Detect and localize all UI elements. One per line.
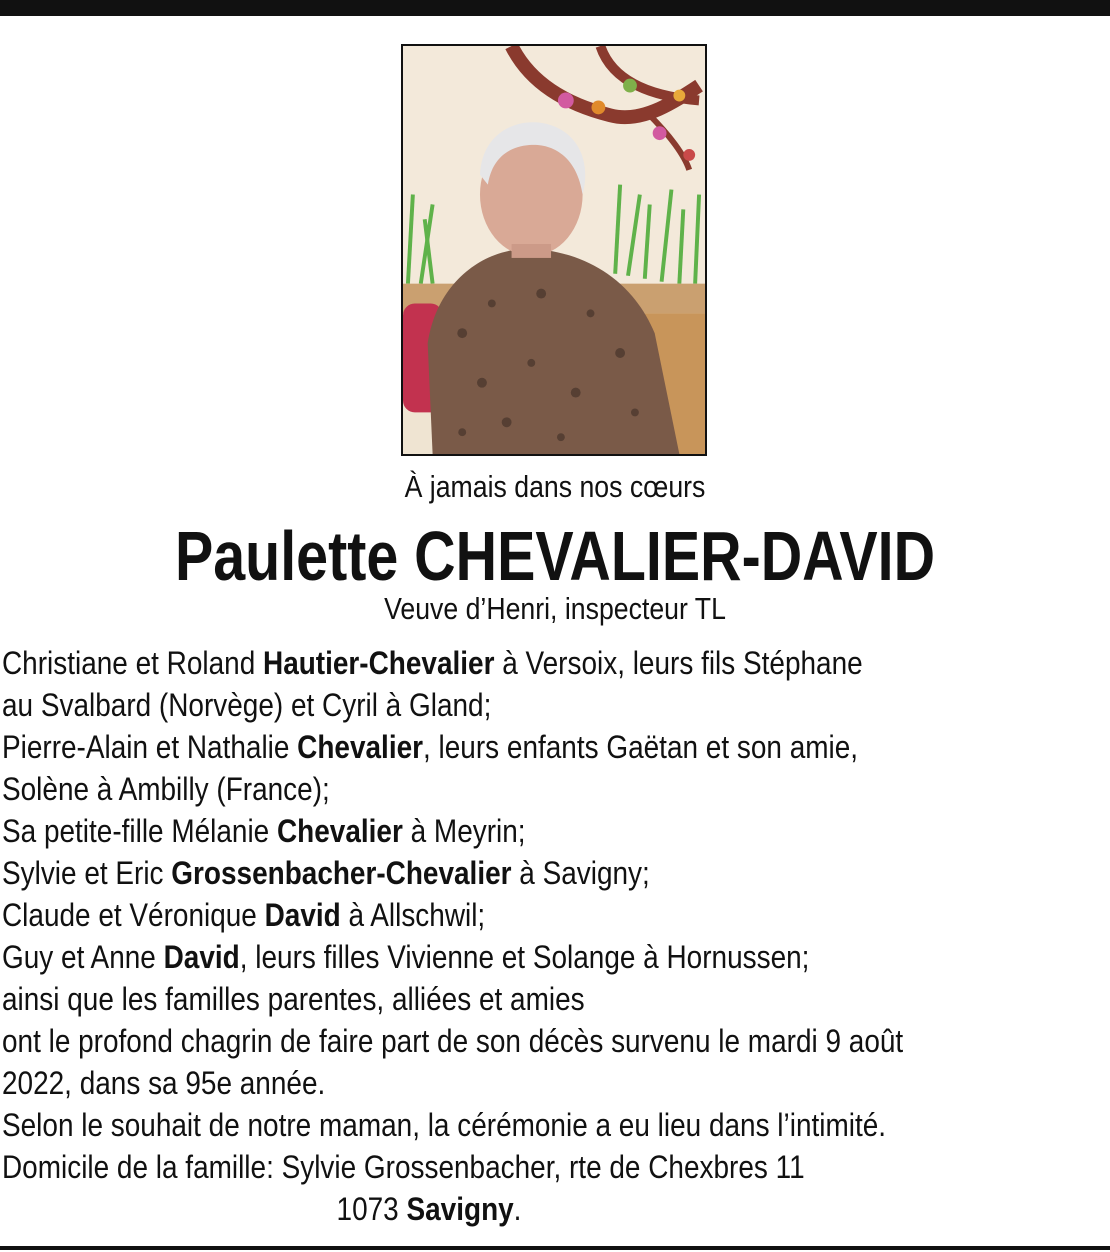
text-line: Pierre-Alain et Nathalie Chevalier, leurs enfants Gaëtan et son amie, [2,729,859,765]
tagline: À jamais dans nos cœurs [404,469,706,504]
text-line: 2022, dans sa 95e année. [2,1065,326,1101]
top-rule [0,0,1110,16]
address-line: 1073 Savigny. [336,1191,522,1227]
text-line: Solène à Ambilly (France); [2,771,330,807]
text-line: Guy et Anne David, leurs filles Vivienne et Solange à Hornussen; [2,939,810,975]
text-line: Domicile de la famille: Sylvie Grossenbacher, rte de Chexbres 11 [2,1149,805,1185]
announcement-text [2,642,1110,1230]
text-line: au Svalbard (Norvège) et Cyril à Gland; [2,687,492,723]
text-line: Sylvie et Eric Grossenbacher-Chevalier à Savigny; [2,855,650,891]
portrait-image [403,46,705,454]
text-line: ainsi que les familles parentes, alliées et amies [2,981,585,1017]
portrait-photo [401,44,707,456]
text-line: Christiane et Roland Hautier-Chevalier à Versoix, leurs fils Stéphane [2,645,863,681]
subtitle: Veuve d’Henri, inspecteur TL [384,591,726,626]
text-line: Claude et Véronique David à Allschwil; [2,897,486,933]
bottom-rule [0,1246,1110,1250]
deceased-name: Paulette CHEVALIER-DAVID [174,517,936,595]
text-line: Sa petite-fille Mélanie Chevalier à Meyrin; [2,813,526,849]
text-line: ont le profond chagrin de faire part de son décès survenu le mardi 9 août [2,1023,904,1059]
text-line: Selon le souhait de notre maman, la cérémonie a eu lieu dans l’intimité. [2,1107,887,1143]
